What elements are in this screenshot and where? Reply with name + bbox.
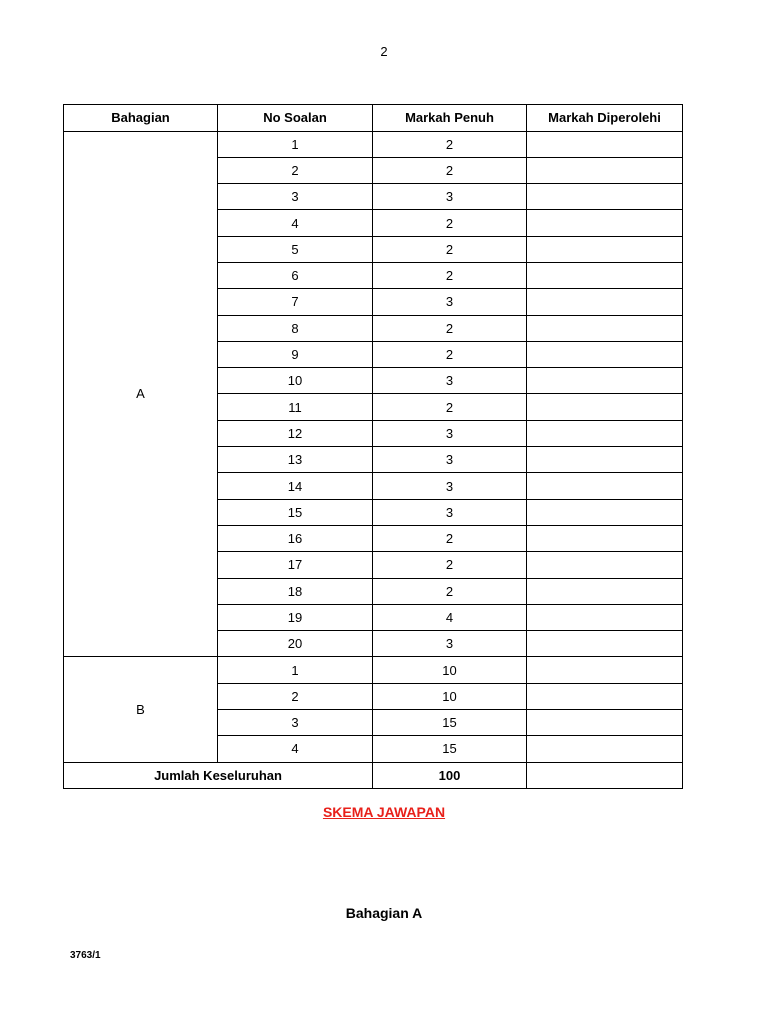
full-marks-cell: 2	[373, 341, 527, 367]
question-number-cell: 12	[218, 420, 373, 446]
table-row	[64, 131, 683, 157]
obtained-marks-cell	[527, 657, 683, 683]
full-marks-cell: 3	[373, 368, 527, 394]
full-marks-cell: 2	[373, 131, 527, 157]
full-marks-cell: 2	[373, 552, 527, 578]
obtained-marks-cell	[527, 289, 683, 315]
header-markah-diperolehi: Markah Diperolehi	[527, 105, 683, 132]
question-number-cell: 3	[218, 184, 373, 210]
section-heading: Bahagian A	[345, 905, 423, 921]
obtained-marks-cell	[527, 262, 683, 288]
total-row	[64, 762, 683, 788]
full-marks-cell: 2	[373, 525, 527, 551]
full-marks-cell: 2	[373, 315, 527, 341]
obtained-marks-cell	[527, 683, 683, 709]
full-marks-cell: 2	[373, 262, 527, 288]
question-number-cell: 11	[218, 394, 373, 420]
question-number-cell: 5	[218, 236, 373, 262]
obtained-marks-cell	[527, 315, 683, 341]
full-marks-cell: 10	[373, 683, 527, 709]
question-number-cell: 4	[218, 736, 373, 762]
question-number-cell: 6	[218, 262, 373, 288]
obtained-marks-cell	[527, 394, 683, 420]
obtained-marks-cell	[527, 499, 683, 525]
obtained-marks-cell	[527, 710, 683, 736]
question-number-cell: 16	[218, 525, 373, 551]
header-bahagian: Bahagian	[64, 105, 218, 132]
question-number-cell: 8	[218, 315, 373, 341]
table-row	[64, 657, 683, 683]
total-label: Jumlah Keseluruhan	[64, 762, 373, 788]
question-number-cell: 7	[218, 289, 373, 315]
full-marks-cell: 3	[373, 631, 527, 657]
obtained-marks-cell	[527, 368, 683, 394]
full-marks-cell: 15	[373, 710, 527, 736]
page-number: 2	[380, 44, 388, 59]
obtained-marks-cell	[527, 131, 683, 157]
section-label: B	[64, 657, 218, 762]
obtained-marks-cell	[527, 604, 683, 630]
marks-table-header	[64, 105, 683, 132]
obtained-marks-cell	[527, 736, 683, 762]
question-number-cell: 15	[218, 499, 373, 525]
question-number-cell: 17	[218, 552, 373, 578]
question-number-cell: 18	[218, 578, 373, 604]
question-number-cell: 14	[218, 473, 373, 499]
question-number-cell: 13	[218, 447, 373, 473]
obtained-marks-cell	[527, 447, 683, 473]
full-marks-cell: 3	[373, 289, 527, 315]
full-marks-cell: 2	[373, 394, 527, 420]
question-number-cell: 1	[218, 657, 373, 683]
question-number-cell: 20	[218, 631, 373, 657]
paper-code: 3763/1	[70, 950, 101, 961]
question-number-cell: 2	[218, 157, 373, 183]
question-number-cell: 9	[218, 341, 373, 367]
obtained-marks-cell	[527, 184, 683, 210]
obtained-marks-cell	[527, 578, 683, 604]
obtained-marks-cell	[527, 341, 683, 367]
full-marks-cell: 15	[373, 736, 527, 762]
total-full-marks: 100	[373, 762, 527, 788]
obtained-marks-cell	[527, 420, 683, 446]
obtained-marks-cell	[527, 473, 683, 499]
full-marks-cell: 4	[373, 604, 527, 630]
obtained-marks-cell	[527, 552, 683, 578]
question-number-cell: 1	[218, 131, 373, 157]
header-no-soalan: No Soalan	[218, 105, 373, 132]
marks-table-body	[64, 131, 683, 788]
obtained-marks-cell	[527, 525, 683, 551]
full-marks-cell: 2	[373, 210, 527, 236]
question-number-cell: 10	[218, 368, 373, 394]
full-marks-cell: 10	[373, 657, 527, 683]
obtained-marks-cell	[527, 631, 683, 657]
full-marks-cell: 3	[373, 499, 527, 525]
header-markah-penuh: Markah Penuh	[373, 105, 527, 132]
obtained-marks-cell	[527, 157, 683, 183]
skema-jawapan-title: SKEMA JAWAPAN	[322, 804, 446, 820]
full-marks-cell: 2	[373, 157, 527, 183]
full-marks-cell: 3	[373, 420, 527, 446]
obtained-marks-cell	[527, 236, 683, 262]
question-number-cell: 19	[218, 604, 373, 630]
question-number-cell: 4	[218, 210, 373, 236]
full-marks-cell: 2	[373, 236, 527, 262]
full-marks-cell: 2	[373, 578, 527, 604]
full-marks-cell: 3	[373, 184, 527, 210]
full-marks-cell: 3	[373, 447, 527, 473]
section-label: A	[64, 131, 218, 657]
total-obtained-marks	[527, 762, 683, 788]
obtained-marks-cell	[527, 210, 683, 236]
question-number-cell: 2	[218, 683, 373, 709]
marks-table	[63, 104, 683, 789]
question-number-cell: 3	[218, 710, 373, 736]
header-row	[64, 105, 683, 132]
full-marks-cell: 3	[373, 473, 527, 499]
